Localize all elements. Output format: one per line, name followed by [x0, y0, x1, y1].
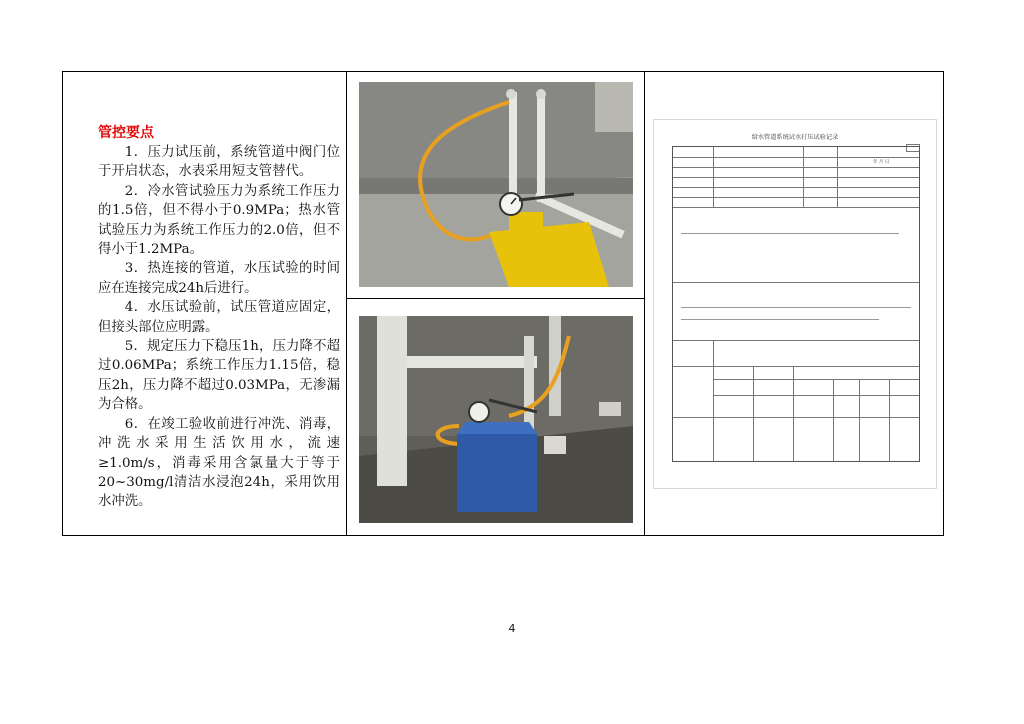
control-point-1: 1．压力试压前，系统管道中阀门位于开启状态，水表采用短支管替代。: [98, 145, 340, 180]
control-point-4: 4．水压试验前，试压管道应固定，但接头部位应明露。: [98, 300, 340, 335]
form-title: 给水管道系统试水打压试验记录: [751, 134, 839, 141]
pressure-test-photo-2: [359, 316, 633, 523]
control-point-3: 3．热连接的管道，水压试验的时间应在连接完成24h后进行。: [98, 261, 340, 296]
test-record-form-image: [653, 119, 937, 489]
control-point-5: 5．规定压力下稳压1h，压力降不超过0.06MPa；系统工作压力1.15倍，稳压2h，压力降不超过0.03MPa，无渗漏为合格。: [98, 339, 340, 413]
control-point-6: 6．在竣工验收前进行冲洗、消毒，冲洗水采用生活饮用水，流速≥1.0m/s，消毒采用含氯量大于等于20~30mg/l清洁水浸泡24h，采用饮用水冲洗。: [98, 416, 340, 510]
pressure-test-photo-2-illustration: [359, 316, 633, 523]
content-table: [62, 71, 944, 536]
column-divider-1: [346, 72, 347, 535]
form-date-placeholder: 年 月 日: [873, 160, 890, 165]
control-point-2: 2．冷水管试验压力为系统工作压力的1.5倍，但不得小于0.9MPa；热水管试验压力为系统工作压力的2.0倍，但不得小于1.2MPa。: [98, 183, 340, 258]
page-number: 4: [508, 622, 516, 635]
control-points-cell: [98, 124, 340, 512]
pressure-test-photo-1: [359, 82, 633, 287]
pressure-test-photo-1-illustration: [359, 82, 633, 287]
photo-row-divider: [346, 298, 645, 299]
form-grid: [672, 146, 920, 462]
column-divider-2: [644, 72, 645, 535]
control-points-heading: 管控要点: [98, 125, 154, 141]
